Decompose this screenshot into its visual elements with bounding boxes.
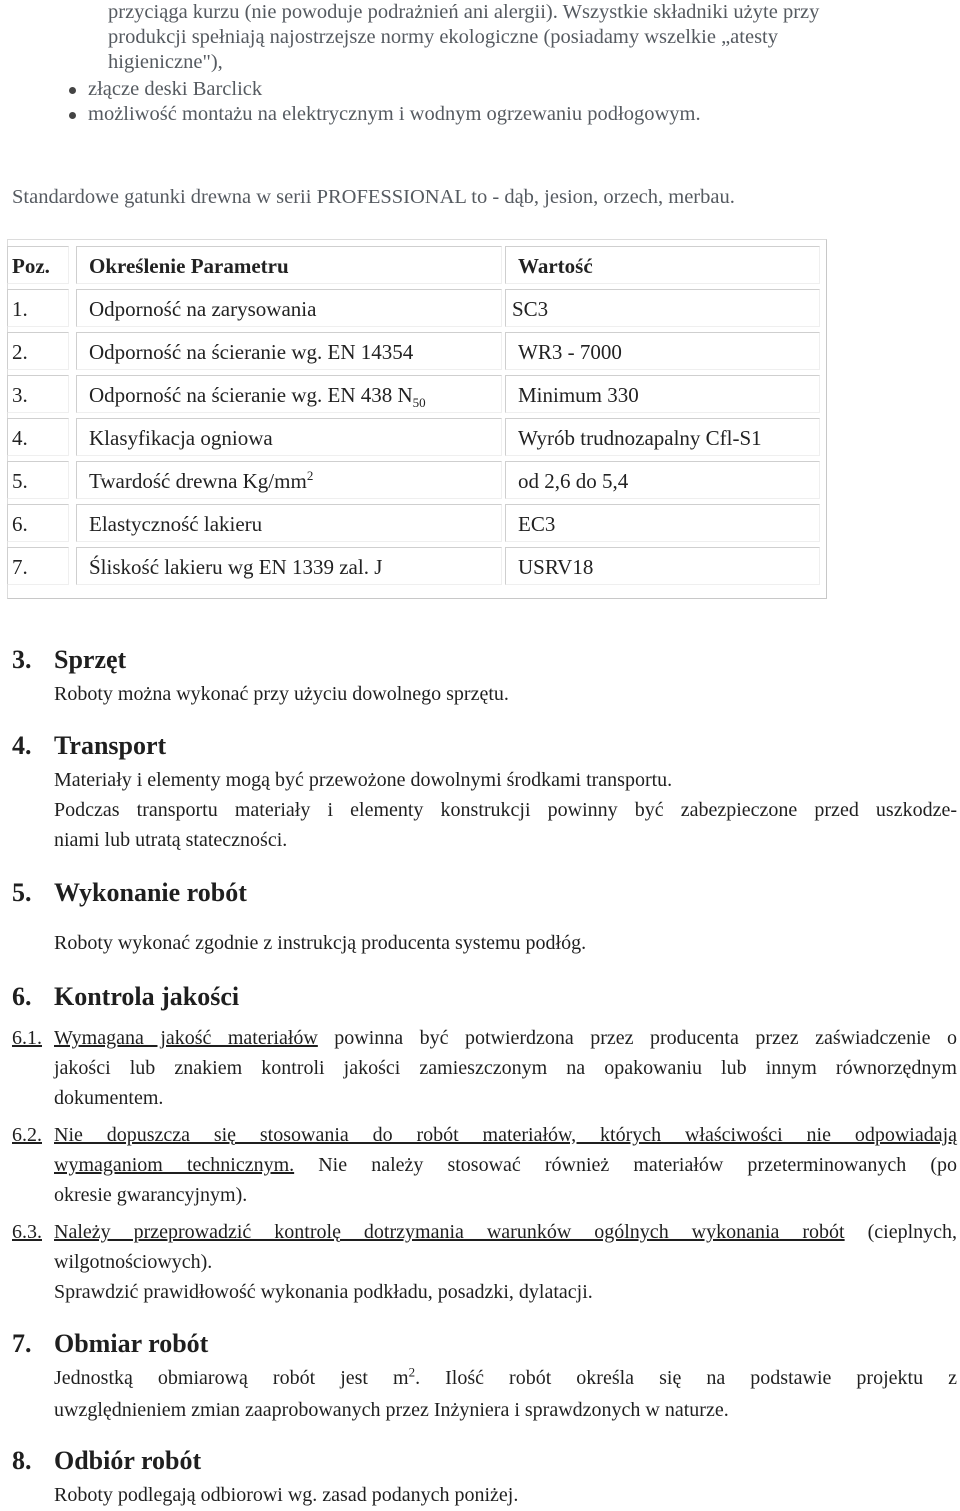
section-7-line-2: uwzględnieniem zmian zaaprobowanych przez Inżyniera i sprawdzonych w naturze. (54, 1399, 729, 1421)
table-cell-param: Elastyczność lakieru (76, 504, 502, 542)
standard-species-text: Standardowe gatunki drewna w serii PROFESSIONAL to - dąb, jesion, orzech, merbau. (12, 186, 735, 208)
bullet-icon (69, 112, 76, 119)
section-5-heading (12, 878, 247, 908)
table-cell-pos: 1. (7, 289, 69, 327)
list-item-text: możliwość montażu na elektrycznym i wodnym ogrzewaniu podłogowym. (88, 103, 701, 125)
section-7-line-1 (54, 1363, 957, 1393)
intro-line-3: higieniczne"), (108, 51, 223, 73)
list-item-text: złącze deski Barclick (88, 78, 263, 100)
table-cell-param (76, 461, 502, 499)
item-6-1-number: 6.1. (12, 1027, 42, 1049)
section-number: 3. (12, 645, 32, 674)
section-3-heading (12, 645, 126, 675)
table-cell-param: Klasyfikacja ogniowa (76, 418, 502, 456)
table-cell-param: Śliskość lakieru wg EN 1339 zal. J (76, 547, 502, 585)
section-8-text: Roboty podlegają odbiorowi wg. zasad podanych poniżej. (54, 1484, 519, 1506)
item-6-1-rest: powinna być potwierdzona przez producenta przez zaświadczenie o (317, 1027, 958, 1049)
table-header-param: Określenie Parametru (76, 246, 502, 284)
section-6-heading (12, 982, 239, 1012)
table-cell-value: USRV18 (505, 547, 820, 585)
section-4-paragraph-1: Materiały i elementy mogą być przewożone dowolnymi środkami transportu. (54, 769, 673, 791)
section-title: Transport (54, 731, 167, 760)
table-cell-pos: 5. (7, 461, 69, 499)
item-6-3-number: 6.3. (12, 1221, 42, 1243)
table-cell-value: od 2,6 do 5,4 (505, 461, 820, 499)
table-cell-value: WR3 - 7000 (505, 332, 820, 370)
section-5-text: Roboty wykonać zgodnie z instrukcją producenta systemu podłóg. (54, 932, 587, 954)
section-3-text: Roboty można wykonać przy użyciu dowolnego sprzętu. (54, 683, 509, 705)
section-7-superscript: 2 (408, 1364, 416, 1380)
intro-line-2: produkcji spełniają najostrzejsze normy ekologiczne (posiadamy wszelkie „atesty (108, 26, 779, 48)
table-cell-value: Wyrób trudnozapalny Cfl-S1 (505, 418, 820, 456)
section-number: 6. (12, 982, 32, 1011)
item-6-3-line-2: wilgotnościowych). (54, 1251, 213, 1273)
section-number: 4. (12, 731, 32, 760)
section-8-heading (12, 1446, 201, 1476)
item-6-2-line-2 (54, 1150, 957, 1180)
item-6-3-rest: (cieplnych, (844, 1221, 958, 1243)
table-cell-param-text: Twardość drewna Kg/mm (89, 469, 307, 493)
list-item (68, 102, 701, 127)
section-7-line-1-b: . Ilość robót określa się na podstawie projektu z (415, 1367, 957, 1389)
section-4-heading (12, 731, 166, 761)
table-cell-value: Minimum 330 (505, 375, 820, 413)
table-cell-param: Odporność na zarysowania (76, 289, 502, 327)
table-cell-pos: 2. (7, 332, 69, 370)
item-6-1-underlined: Wymagana jakość materiałów (54, 1027, 318, 1049)
item-6-2-line-1: Nie dopuszcza się stosowania do robót materiałów, których właściwości nie odpowiadają (54, 1124, 957, 1146)
table-cell-pos: 3. (7, 375, 69, 413)
item-6-2-underlined: wymaganiom technicznym. (54, 1154, 295, 1176)
section-title: Sprzęt (54, 645, 127, 674)
item-6-3-underlined: Należy przeprowadzić kontrolę dotrzymania warunków ogólnych wykonania robót (54, 1221, 845, 1243)
item-6-3-line-3: Sprawdzić prawidłowość wykonania podkładu, posadzki, dylatacji. (54, 1281, 593, 1303)
section-title: Obmiar robót (54, 1329, 209, 1358)
section-4-paragraph-2-line-2: niami lub utratą stateczności. (54, 829, 288, 851)
item-6-3-line-1 (54, 1217, 957, 1247)
table-header-value: Wartość (505, 246, 820, 284)
section-number: 8. (12, 1446, 32, 1475)
table-cell-pos: 4. (7, 418, 69, 456)
table-cell-pos: 6. (7, 504, 69, 542)
section-title: Kontrola jakości (54, 982, 240, 1011)
bullet-icon (69, 87, 76, 94)
item-6-1-line-2: jakości lub znakiem kontroli jakości zamieszczonym na opakowaniu lub innym równorzędnym (54, 1057, 957, 1079)
item-6-2-number: 6.2. (12, 1124, 42, 1146)
section-7-line-1-a: Jednostką obmiarową robót jest m (54, 1367, 409, 1389)
item-6-1-line-3: dokumentem. (54, 1087, 164, 1109)
table-cell-param (76, 375, 502, 413)
section-title: Wykonanie robót (54, 878, 247, 907)
section-number: 7. (12, 1329, 32, 1358)
item-6-1-line-1 (54, 1023, 957, 1053)
table-cell-param-subscript: 50 (412, 395, 426, 411)
table-cell-param-text: Odporność na ścieranie wg. EN 438 N (89, 383, 413, 407)
section-7-heading (12, 1329, 208, 1359)
section-number: 5. (12, 878, 32, 907)
item-6-2-rest: Nie należy stosować również materiałów przeterminowanych (po (294, 1154, 957, 1176)
table-cell-pos: 7. (7, 547, 69, 585)
table-header-pos: Poz. (7, 246, 69, 284)
table-cell-param-superscript: 2 (306, 468, 314, 483)
section-4-paragraph-2-line-1: Podczas transportu materiały i elementy konstrukcji powinny być zabezpieczone przed uszkodze- (54, 799, 957, 821)
table-cell-value: EC3 (505, 504, 820, 542)
feature-list (68, 77, 701, 127)
table-cell-value: SC3 (505, 289, 820, 327)
list-item (68, 77, 701, 102)
item-6-2-line-3: okresie gwarancyjnym). (54, 1184, 248, 1206)
table-cell-param: Odporność na ścieranie wg. EN 14354 (76, 332, 502, 370)
intro-line-1: przyciąga kurzu (nie powoduje podrażnień ani alergii). Wszystkie składniki użyte przy (108, 1, 820, 23)
section-title: Odbiór robót (54, 1446, 202, 1475)
